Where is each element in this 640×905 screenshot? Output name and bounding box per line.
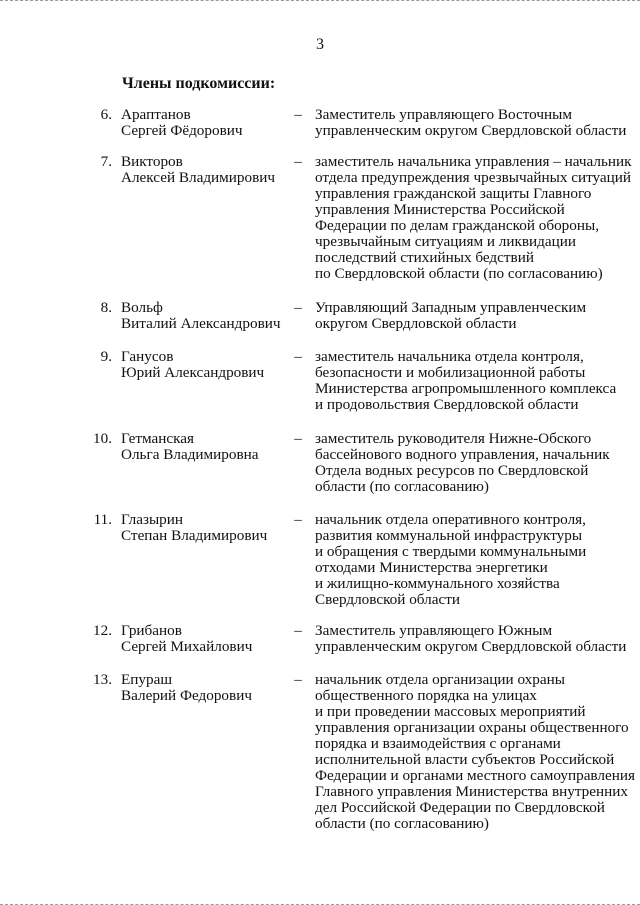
member-number: 12. (93, 622, 112, 639)
member-position (315, 623, 625, 655)
member-name-line: Араптанов (121, 106, 191, 123)
member-name-line: Грибанов (121, 622, 182, 639)
member-position-line: заместитель руководителя Нижне-Обского (315, 430, 592, 447)
member-position-line: порядка и взаимодействия с органами (315, 735, 561, 752)
member-position-line: развития коммунальной инфраструктуры (315, 527, 583, 544)
member-position-line: Отдела водных ресурсов по Свердловской (315, 462, 589, 479)
member-name-line: Сергей Михайлович (121, 638, 253, 655)
member-dash: – (294, 671, 302, 688)
member-name (121, 623, 291, 655)
member-position (315, 107, 625, 139)
member-position-line: заместитель начальника управления – начальник (315, 153, 632, 170)
member-dash: – (294, 430, 302, 447)
member-position-line: Федерации по делам гражданской обороны, (315, 217, 599, 234)
member-dash: – (294, 622, 302, 639)
member-position-line: безопасности и мобилизационной работы (315, 364, 586, 381)
section-title: Члены подкомиссии: (122, 75, 276, 92)
member-number: 6. (100, 106, 112, 123)
member-position-line: управления гражданской защиты Главного (315, 185, 592, 202)
member-name (121, 107, 291, 139)
member-dash: – (294, 511, 302, 528)
member-position-line: последствий стихийных бедствий (315, 249, 534, 266)
member-position-line: управления Министерства Российской (315, 201, 565, 218)
member-position-line: области (по согласованию) (315, 815, 489, 832)
member-name-line: Алексей Владимирович (121, 169, 276, 186)
member-position-line: Заместитель управляющего Восточным (315, 106, 572, 123)
member-position (315, 349, 625, 413)
member-position-line: округом Свердловской области (315, 315, 517, 332)
member-name-line: Юрий Александрович (121, 364, 265, 381)
member-dash: – (294, 348, 302, 365)
member-name (121, 154, 291, 186)
member-position-line: управления организации охраны общественного (315, 719, 629, 736)
top-page-edge (0, 0, 640, 3)
member-position-line: дел Российской Федерации по Свердловской (315, 799, 605, 816)
member-position-line: Главного управления Министерства внутренних (315, 783, 628, 800)
member-dash: – (294, 106, 302, 123)
member-position-line: начальник отдела организации охраны (315, 671, 565, 688)
member-number: 10. (93, 430, 112, 447)
member-name-line: Валерий Федорович (121, 687, 252, 704)
member-position-line: и при проведении массовых мероприятий (315, 703, 586, 720)
member-position-line: области (по согласованию) (315, 478, 489, 495)
member-position-line: Министерства агропромышленного комплекса (315, 380, 617, 397)
member-name-line: Гетманская (121, 430, 194, 447)
member-position-line: начальник отдела оперативного контроля, (315, 511, 586, 528)
member-name (121, 349, 291, 381)
member-position-line: по Свердловской области (по согласованию) (315, 265, 603, 282)
member-name (121, 672, 291, 704)
member-position (315, 300, 625, 332)
member-position-line: заместитель начальника отдела контроля, (315, 348, 584, 365)
member-dash: – (294, 153, 302, 170)
member-name-line: Епураш (121, 671, 173, 688)
member-name (121, 512, 291, 544)
member-name (121, 431, 291, 463)
member-position-line: Федерации и органами местного самоуправления (315, 767, 635, 784)
member-position-line: Заместитель управляющего Южным (315, 622, 553, 639)
member-name-line: Вольф (121, 299, 163, 316)
member-position (315, 512, 625, 608)
member-position-line: Управляющий Западным управленческим (315, 299, 587, 316)
member-position-line: чрезвычайным ситуациям и ликвидации (315, 233, 577, 250)
member-position-line: управленческим округом Свердловской области (315, 122, 627, 139)
member-name-line: Ганусов (121, 348, 174, 365)
member-position-line: общественного порядка на улицах (315, 687, 537, 704)
member-name-line: Ольга Владимировна (121, 446, 259, 463)
member-number: 11. (93, 511, 112, 528)
member-position-line: отходами Министерства энергетики (315, 559, 548, 576)
member-position-line: управленческим округом Свердловской области (315, 638, 627, 655)
member-number: 7. (100, 153, 112, 170)
member-position-line: исполнительной власти субъектов Российской (315, 751, 615, 768)
member-name (121, 300, 291, 332)
member-name-line: Степан Владимирович (121, 527, 268, 544)
member-name-line: Виталий Александрович (121, 315, 281, 332)
member-name-line: Викторов (121, 153, 183, 170)
member-name-line: Сергей Фёдорович (121, 122, 243, 139)
member-position (315, 431, 625, 495)
member-position-line: и обращения с твердыми коммунальными (315, 543, 587, 560)
member-position-line: и продовольствия Свердловской области (315, 396, 579, 413)
member-position (315, 153, 632, 282)
member-position-line: Свердловской области (315, 591, 460, 608)
member-number: 8. (100, 299, 112, 316)
member-number: 9. (100, 348, 112, 365)
member-position-line: бассейнового водного управления, начальник (315, 446, 610, 463)
member-number: 13. (93, 671, 112, 688)
member-position-line: отдела предупреждения чрезвычайных ситуаций (315, 169, 632, 186)
member-position-line: и жилищно-коммунального хозяйства (315, 575, 560, 592)
member-dash: – (294, 299, 302, 316)
page-number: 3 (316, 36, 324, 53)
member-name-line: Глазырин (121, 511, 184, 528)
member-position (315, 671, 635, 832)
